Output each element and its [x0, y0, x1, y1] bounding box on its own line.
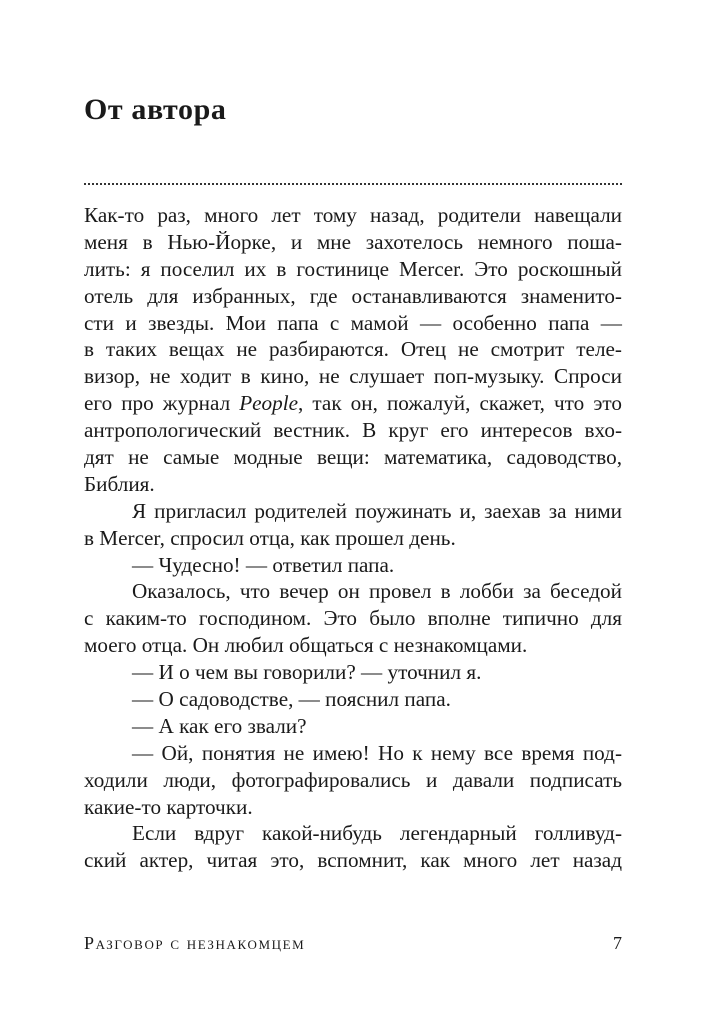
dotted-divider: [84, 183, 622, 185]
dialogue-line: — А как его звали?: [132, 713, 307, 738]
dialogue-line: — Ой, понятия не имею! Но к нему все время под-: [132, 740, 622, 765]
dialogue-line: — И о чем вы говорили? — уточнил я.: [132, 660, 482, 685]
text-segment: его про журнал: [84, 391, 240, 416]
text-line: Как-то раз, много лет тому назад, родители навещали: [84, 203, 622, 227]
text-segment: , так он, пожалуй, скажет, что это: [298, 391, 622, 416]
text-line: лить: я поселил их в гостинице Mercer. Это роскошный: [84, 256, 622, 281]
text-line: отель для избранных, где останавливаются знаменито-: [84, 283, 622, 308]
text-line-with-italic: [84, 390, 622, 417]
text-line: в таких вещах не разбираются. Отец не смотрит теле-: [84, 337, 622, 362]
text-line: визор, не ходит в кино, не слушает поп-музыку. Спроси: [84, 364, 622, 389]
text-line: Библия.: [84, 471, 155, 496]
text-line: Если вдруг какой-нибудь легендарный голливуд-: [132, 821, 622, 846]
text-line: антропологический вестник. В круг его интересов вхо-: [84, 418, 622, 443]
text-line: ский актер, читая это, вспомнит, как много лет назад: [84, 848, 622, 873]
text-line: моего отца. Он любил общаться с незнакомцами.: [84, 633, 528, 658]
page-number: 7: [613, 933, 622, 953]
chapter-title: От автора: [84, 93, 227, 126]
text-line: с каким-то господином. Это было вполне типично для: [84, 606, 622, 631]
dialogue-line: — О садоводстве, — пояснил папа.: [132, 687, 451, 712]
body-text: [84, 202, 622, 874]
text-line: сти и звезды. Мои папа с мамой — особенно папа —: [84, 310, 622, 335]
text-line: какие-то карточки.: [84, 794, 253, 819]
text-line: Я пригласил родителей поужинать и, заехав за ними: [132, 498, 622, 523]
dialogue-line: — Чудесно! — ответил папа.: [132, 552, 395, 577]
text-line: Оказалось, что вечер он провел в лобби за беседой: [132, 579, 622, 604]
text-line: дят не самые модные вещи: математика, садоводство,: [84, 445, 622, 470]
text-line: в Mercer, спросил отца, как прошел день.: [84, 525, 456, 550]
magazine-title: People: [239, 391, 299, 416]
text-line: меня в Нью-Йорке, и мне захотелось немного поша-: [84, 229, 622, 254]
text-line: ходили люди, фотографировались и давали подписать: [84, 767, 622, 792]
running-footer-title: Разговор с незнакомцем: [84, 933, 306, 953]
